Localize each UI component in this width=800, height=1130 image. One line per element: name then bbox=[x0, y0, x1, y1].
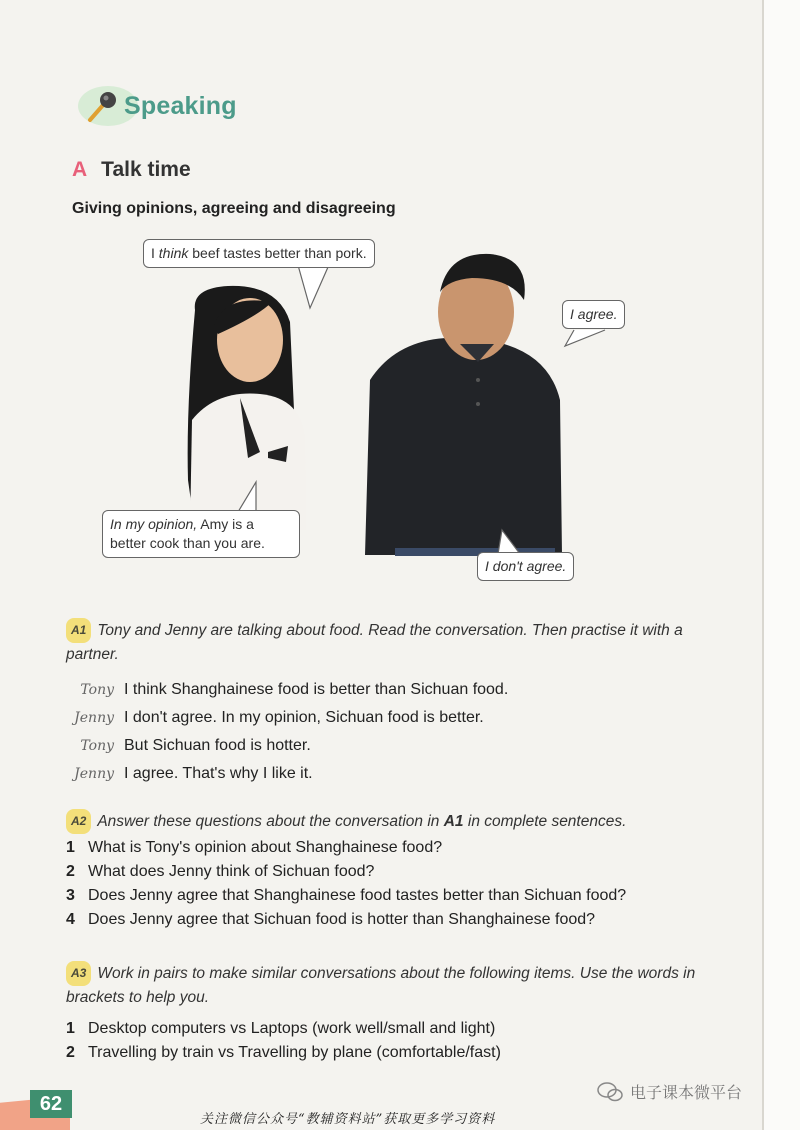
girl-figure bbox=[188, 286, 306, 530]
list-item: 1 What is Tony's opinion about Shanghainese food? bbox=[66, 839, 443, 856]
part-title: Talk time bbox=[101, 158, 191, 181]
speech-bubble-agree: I agree. bbox=[562, 300, 625, 329]
page-number: 62 bbox=[30, 1090, 72, 1118]
page-margin bbox=[764, 0, 800, 1130]
a2-instruction: A2 Answer these questions about the conversation in A1 in complete sentences. bbox=[66, 809, 726, 834]
speech-bubble-disagree: I don't agree. bbox=[477, 552, 574, 581]
footer-note: 关注微信公众号“教辅资料站”获取更多学习资料 bbox=[200, 1112, 496, 1127]
part-header bbox=[72, 158, 191, 182]
part-letter: A bbox=[72, 158, 88, 181]
a1-badge: A1 bbox=[66, 618, 91, 643]
wechat-icon bbox=[596, 1081, 624, 1103]
dialogue-line: Jenny I don't agree. In my opinion, Sichuan food is better. bbox=[74, 709, 484, 726]
list-item: 4 Does Jenny agree that Sichuan food is hotter than Shanghainese food? bbox=[66, 911, 596, 928]
list-item: 1 Desktop computers vs Laptops (work well/small and light) bbox=[66, 1020, 496, 1037]
dialogue-line: Tony I think Shanghainese food is better than Sichuan food. bbox=[80, 681, 509, 698]
a2-badge: A2 bbox=[66, 809, 91, 834]
topic-heading: Giving opinions, agreeing and disagreeing bbox=[72, 200, 396, 217]
a1-instruction: A1 Tony and Jenny are talking about food. Read the conversation. Then practise it with a partner. bbox=[66, 618, 726, 666]
speech-bubble-opinion: In my opinion, Amy is a better cook than you are. bbox=[102, 510, 300, 558]
section-header bbox=[78, 84, 237, 128]
watermark-text: 电子课本微平台 bbox=[630, 1085, 743, 1102]
list-item: 2 What does Jenny think of Sichuan food? bbox=[66, 863, 375, 880]
list-item: 3 Does Jenny agree that Shanghainese food tastes better than Sichuan food? bbox=[66, 887, 627, 904]
dialogue-line: Tony But Sichuan food is hotter. bbox=[80, 737, 311, 754]
dialogue-line: Jenny I agree. That's why I like it. bbox=[74, 765, 313, 782]
a3-badge: A3 bbox=[66, 961, 91, 986]
a1-dialogue bbox=[66, 676, 508, 788]
a3-instruction: A3 Work in pairs to make similar conversations about the following items. Use the words in brackets to help you. bbox=[66, 961, 726, 1009]
section-title: Speaking bbox=[124, 91, 237, 120]
a3-items bbox=[66, 1017, 501, 1065]
watermark bbox=[596, 1080, 742, 1103]
boy-figure bbox=[365, 254, 562, 556]
microphone-icon bbox=[82, 86, 122, 126]
a2-questions bbox=[66, 836, 626, 932]
list-item: 2 Travelling by train vs Travelling by plane (comfortable/fast) bbox=[66, 1044, 501, 1061]
speech-bubble-beef: I think beef tastes better than pork. bbox=[143, 239, 375, 268]
